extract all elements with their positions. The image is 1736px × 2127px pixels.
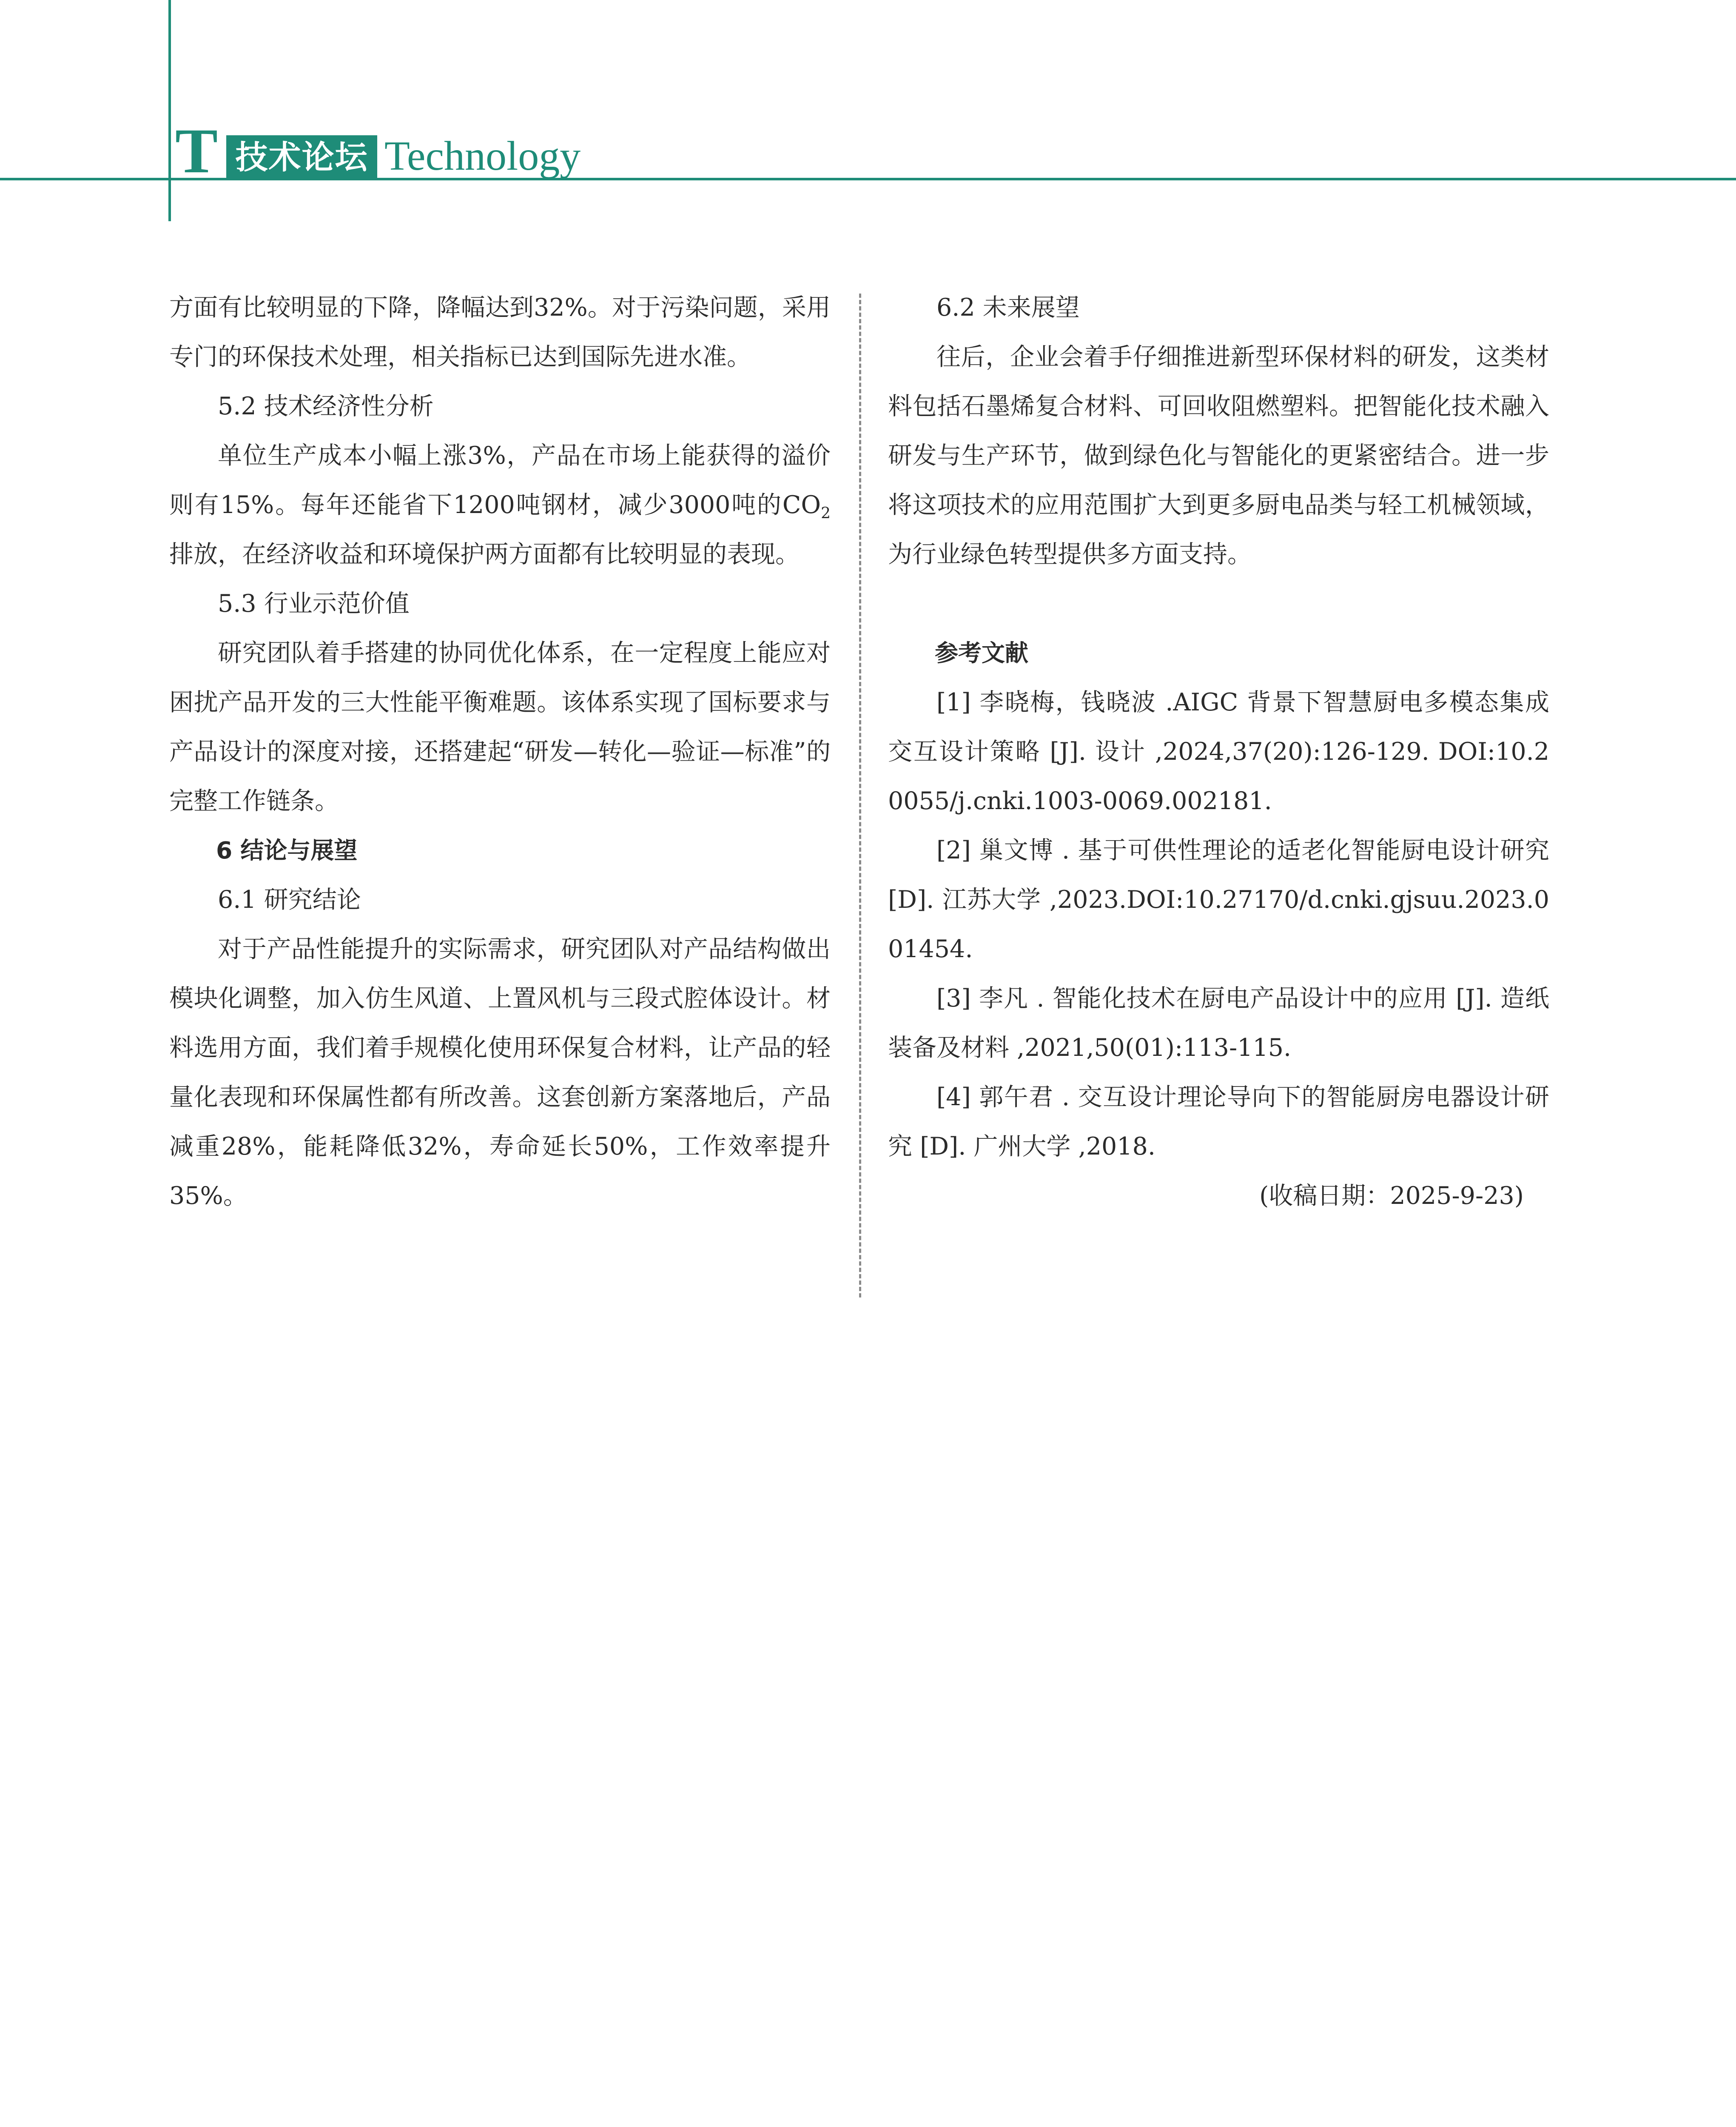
reference-item: [1] 李晓梅，钱晓波 .AIGC 背景下智慧厨电多模态集成交互设计策略 [J]. 设计 ,2024,37(20):126-129. DOI:10.20055/j.cnki.1003-0069.002181.	[888, 688, 1549, 815]
paragraph-5-2: 单位生产成本小幅上涨3%，产品在市场上能获得的溢价则有15%。每年还能省下1200吨钢材，减少3000吨的$CO_2$排放，在经济收益和环境保护两方面都有比较明显的表现。	[169, 442, 831, 568]
spacer	[888, 579, 1549, 628]
paragraph-6-1: 对于产品性能提升的实际需求，研究团队对产品结构做出模块化调整，加入仿生风道、上置风机与三段式腔体设计。材料选用方面，我们着手规模化使用环保复合材料，让产品的轻量化表现和环保属性都有所改善。这套创新方案落地后，产品减重28%，能耗降低32%，寿命延长50%，工作效率提升35%。	[169, 935, 831, 1210]
heading-6-1: 6.1 研究结论	[218, 886, 361, 914]
heading-5-3: 5.3 行业示范价值	[218, 590, 410, 618]
right-column	[888, 283, 1549, 1220]
heading-6-2: 6.2 未来展望	[936, 294, 1080, 322]
section-title-cn: 技术论坛	[226, 135, 377, 180]
references-title: 参考文献	[935, 639, 1029, 667]
heading-6: 6 结论与展望	[216, 837, 358, 864]
paragraph-6-2: 往后，企业会着手仔细推进新型环保材料的研发，这类材料包括石墨烯复合材料、可回收阻燃塑料。把智能化技术融入研发与生产环节，做到绿色化与智能化的更紧密结合。进一步将这项技术的应用范围扩大到更多厨电品类与轻工机械领域，为行业绿色转型提供多方面支持。	[888, 343, 1549, 568]
heading-5-2: 5.2 技术经济性分析	[218, 392, 434, 420]
reference-item: [3] 李凡 . 智能化技术在厨电产品设计中的应用 [J]. 造纸装备及材料 ,2021,50(01):113-115.	[888, 984, 1549, 1062]
paragraph-continued: 方面有比较明显的下降，降幅达到32%。对于污染问题，采用专门的环保技术处理，相关指标已达到国际先进水准。	[169, 294, 831, 371]
header-vertical-rule	[168, 0, 171, 221]
reference-item: [4] 郭午君 . 交互设计理论导向下的智能厨房电器设计研究 [D]. 广州大学 ,2018.	[888, 1083, 1549, 1160]
reference-item: [2] 巢文博 . 基于可供性理论的适老化智能厨电设计研究 [D]. 江苏大学 ,2023.DOI:10.27170/d.cnki.gjsuu.2023.001454.	[888, 836, 1549, 963]
section-title-en: Technology	[384, 133, 581, 179]
received-date: (收稿日期：2025-9-23)	[1259, 1182, 1524, 1210]
section-logo-letter: T	[175, 116, 218, 186]
column-divider	[859, 294, 861, 1297]
left-column	[169, 283, 831, 1220]
paragraph-5-3: 研究团队着手搭建的协同优化体系，在一定程度上能应对困扰产品开发的三大性能平衡难题。该体系实现了国标要求与产品设计的深度对接，还搭建起“研发—转化—验证—标准”的完整工作链条。	[169, 639, 831, 815]
